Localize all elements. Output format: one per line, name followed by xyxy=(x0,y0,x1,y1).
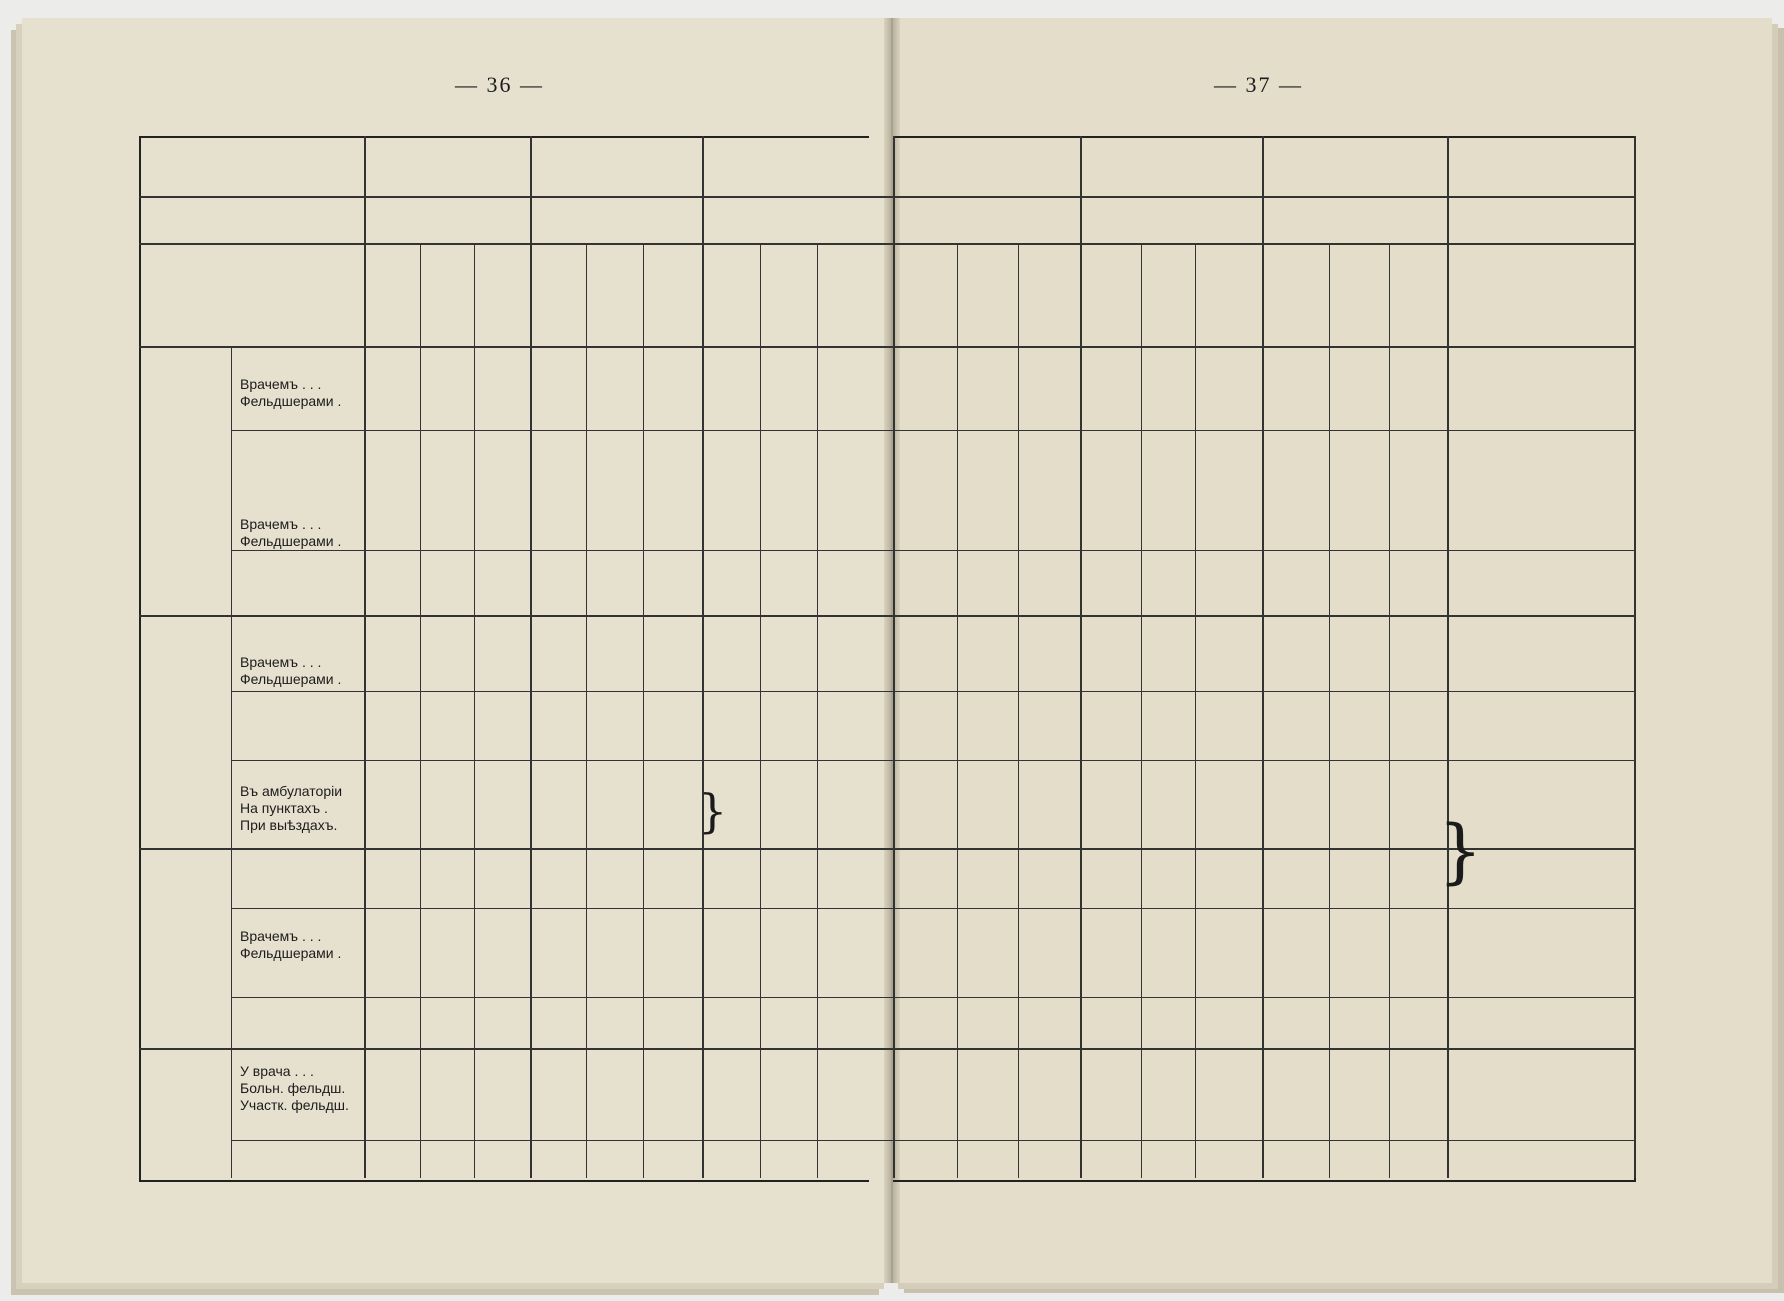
table-rule-minor xyxy=(231,550,1636,551)
row-sub-labels: Врачемъ . . . Фельдшерами . xyxy=(240,516,342,549)
table-rule-minor xyxy=(231,1140,1636,1141)
page-number-left: — 36 — xyxy=(455,72,544,97)
table-frame-right xyxy=(893,136,1636,1182)
column-divider xyxy=(474,243,475,1178)
district-divider xyxy=(1447,136,1449,1178)
district-divider xyxy=(1080,136,1082,1178)
column-divider xyxy=(1018,243,1019,1178)
brace-mark: } xyxy=(698,784,728,838)
column-divider xyxy=(1329,243,1330,1178)
district-divider xyxy=(702,136,704,1178)
column-divider xyxy=(1389,243,1390,1178)
row-label-divider xyxy=(231,346,232,1178)
table-rule-minor xyxy=(231,760,1636,761)
table-rule-minor xyxy=(231,691,1636,692)
column-divider xyxy=(1195,243,1196,1178)
column-divider xyxy=(586,243,587,1178)
brace-mark: } xyxy=(1438,810,1483,892)
column-divider xyxy=(643,243,644,1178)
page-number-right: — 37 — xyxy=(1214,72,1303,97)
district-divider xyxy=(1262,136,1264,1178)
table-rule-minor xyxy=(231,908,1636,909)
column-divider xyxy=(1141,243,1142,1178)
row-sub-labels: Врачемъ . . . Фельдшерами . xyxy=(240,928,342,961)
table-rule-minor xyxy=(231,997,1636,998)
district-divider xyxy=(530,136,532,1178)
column-divider xyxy=(957,243,958,1178)
column-divider xyxy=(760,243,761,1178)
district-divider xyxy=(893,136,895,1178)
column-divider xyxy=(420,243,421,1178)
row-sub-labels: Врачемъ . . . Фельдшерами . xyxy=(240,376,342,409)
row-sub-labels: Въ амбулаторіи На пунктахъ . При выѣздахъ. xyxy=(240,783,343,833)
column-divider xyxy=(817,243,818,1178)
district-divider xyxy=(364,136,366,1178)
row-sub-labels: Врачемъ . . . Фельдшерами . xyxy=(240,654,342,687)
district-divider xyxy=(1634,136,1636,1178)
table-rule-minor xyxy=(231,430,1636,431)
row-sub-labels: У врача . . . Больн. фельдш. Участк. фельдш. xyxy=(240,1063,349,1113)
